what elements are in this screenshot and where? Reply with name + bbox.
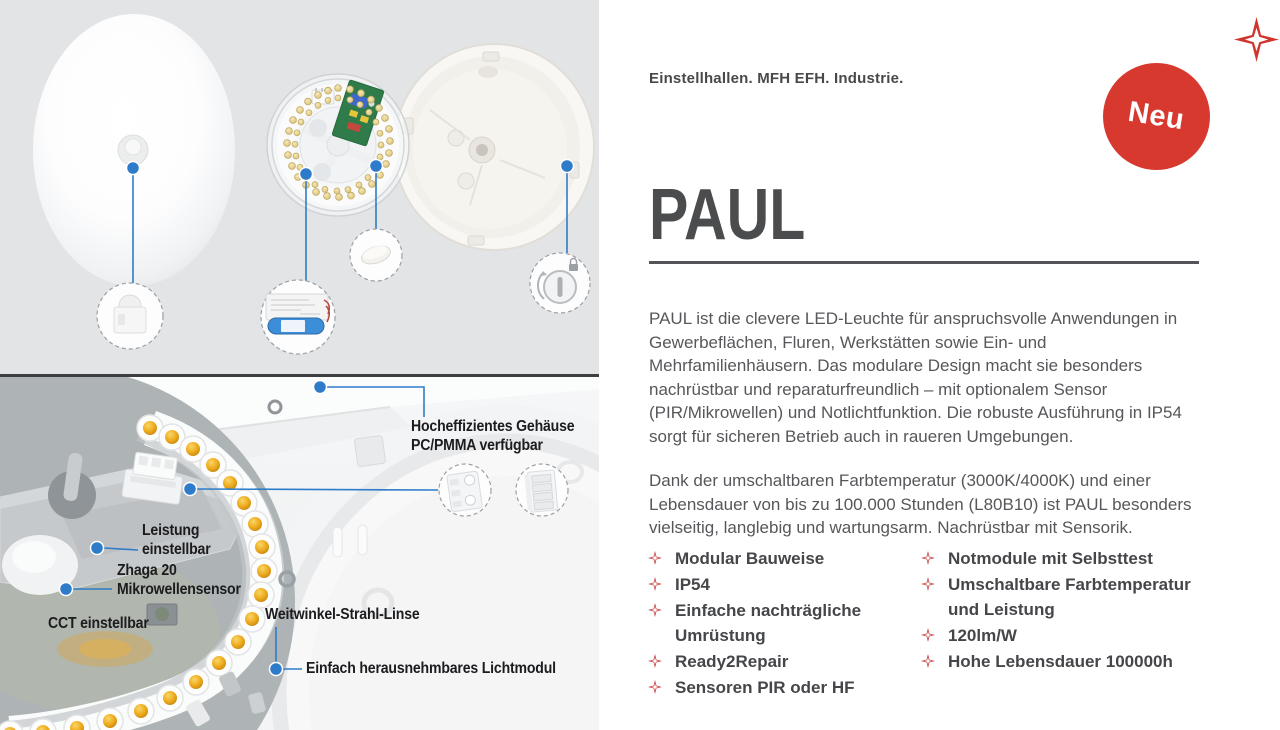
callout-dot bbox=[91, 542, 104, 555]
star-bullet-icon bbox=[648, 680, 662, 694]
label-housing-line2: PC/PMMA verfügbar bbox=[411, 436, 543, 454]
intro-paragraph-2: Dank der umschaltbaren Farbtemperatur (3000K/4000K) und einer Lebensdauer von bis zu 100.000 Stunden (L80B10) ist PAUL besonders vielseitig, langlebig und wartungsarm. Nachrüstbar mit Sensorik. bbox=[649, 471, 1192, 537]
feature-text: Modular Bauweise bbox=[675, 549, 825, 568]
feature-text: 120lm/W bbox=[948, 626, 1017, 645]
label-housing-line1: Hocheffizientes Gehäuse bbox=[411, 418, 575, 435]
callout-dot bbox=[184, 483, 197, 496]
star-bullet-icon bbox=[648, 603, 662, 617]
connector-callout-2 bbox=[516, 464, 568, 516]
housing-clip bbox=[354, 435, 386, 467]
feature-text: IP54 bbox=[675, 575, 710, 594]
feature-text: Hohe Lebensdauer 100000h bbox=[948, 652, 1173, 671]
star-bullet-icon bbox=[648, 577, 662, 591]
feature-item bbox=[648, 675, 893, 700]
callout-dot bbox=[561, 160, 574, 173]
feature-item bbox=[648, 546, 893, 571]
star-bullet-icon bbox=[648, 551, 662, 565]
feature-text: Sensoren PIR oder HF bbox=[675, 678, 855, 697]
label-zhaga-line1: Zhaga 20 bbox=[117, 562, 177, 579]
led-module bbox=[267, 74, 409, 216]
diffuser-pill-callout bbox=[350, 229, 402, 281]
star-bullet-icon bbox=[648, 654, 662, 668]
emergency-driver-callout bbox=[261, 280, 335, 354]
label-light-module: Einfach herausnehmbares Lichtmodul bbox=[306, 660, 556, 677]
feature-text: Ready2Repair bbox=[675, 652, 789, 671]
feature-list-left bbox=[648, 546, 893, 701]
label-housing bbox=[411, 418, 574, 455]
callout-dot bbox=[314, 381, 327, 394]
closeup-view-image bbox=[0, 377, 599, 730]
feature-item bbox=[921, 546, 1196, 571]
star-bullet-icon bbox=[921, 551, 935, 565]
feature-item bbox=[648, 649, 893, 674]
feature-item bbox=[921, 572, 1196, 622]
callout-dot bbox=[370, 160, 383, 173]
star-bullet-icon bbox=[921, 577, 935, 591]
feature-list-right bbox=[921, 546, 1196, 675]
mounting-peg bbox=[358, 525, 367, 555]
product-title: PAUL bbox=[649, 175, 806, 255]
feature-text: Einfache nachträgliche Umrüstung bbox=[675, 601, 862, 645]
connector-callout-1 bbox=[439, 464, 491, 516]
new-badge-label: Neu bbox=[1126, 95, 1187, 137]
visual-column bbox=[0, 0, 599, 730]
feature-item bbox=[648, 572, 893, 597]
label-power-line2: einstellbar bbox=[142, 540, 211, 558]
mounting-peg bbox=[333, 527, 342, 557]
label-zhaga-line2: Mikrowellensensor bbox=[117, 580, 241, 598]
label-cct: CCT einstellbar bbox=[48, 615, 149, 632]
title-underline bbox=[649, 261, 1199, 264]
new-badge bbox=[1103, 63, 1210, 170]
label-power-line1: Leistung bbox=[142, 522, 200, 539]
dome-diffuser bbox=[33, 14, 235, 286]
pir-sensor-callout bbox=[97, 283, 163, 349]
intro-paragraph-1: PAUL ist die clevere LED-Leuchte für anspruchsvolle Anwendungen in Gewerbeflächen, Fluren, Werkstätten sowie Ein- und Mehrfamilienhäusern. Das modulare Design macht sie besonders nachrüstbar und reparaturfreundlich – mit optionalem Sensor (PIR/Mikrowellen) und Notlichtfunktion. Die robuste Ausführung in IP54 sorgt für sicheren Betrieb auch in raueren Umgebungen. bbox=[649, 309, 1182, 446]
dome-sensor-window bbox=[125, 139, 141, 155]
label-power bbox=[142, 522, 211, 559]
feature-item bbox=[921, 649, 1196, 674]
text-column bbox=[599, 0, 1280, 730]
label-lens: Weitwinkel-Strahl-Linse bbox=[265, 606, 420, 623]
feature-text: Notmodule mit Selbsttest bbox=[948, 549, 1153, 568]
callout-dot bbox=[270, 663, 283, 676]
callout-dot bbox=[60, 583, 73, 596]
eyebrow-tagline: Einstellhallen. MFH EFH. Industrie. bbox=[649, 70, 904, 87]
exploded-view-image bbox=[0, 0, 599, 374]
callout-dot bbox=[300, 168, 313, 181]
quick-lock-callout bbox=[530, 253, 590, 313]
brand-star-logo bbox=[1234, 17, 1279, 62]
feature-item bbox=[921, 623, 1196, 648]
label-zhaga bbox=[117, 562, 241, 599]
back-housing bbox=[394, 44, 594, 250]
callout-dot bbox=[127, 162, 140, 175]
feature-item bbox=[648, 598, 893, 648]
star-bullet-icon bbox=[921, 654, 935, 668]
feature-text: Umschaltbare Farbtemperatur und Leistung bbox=[948, 575, 1191, 619]
star-bullet-icon bbox=[921, 628, 935, 642]
